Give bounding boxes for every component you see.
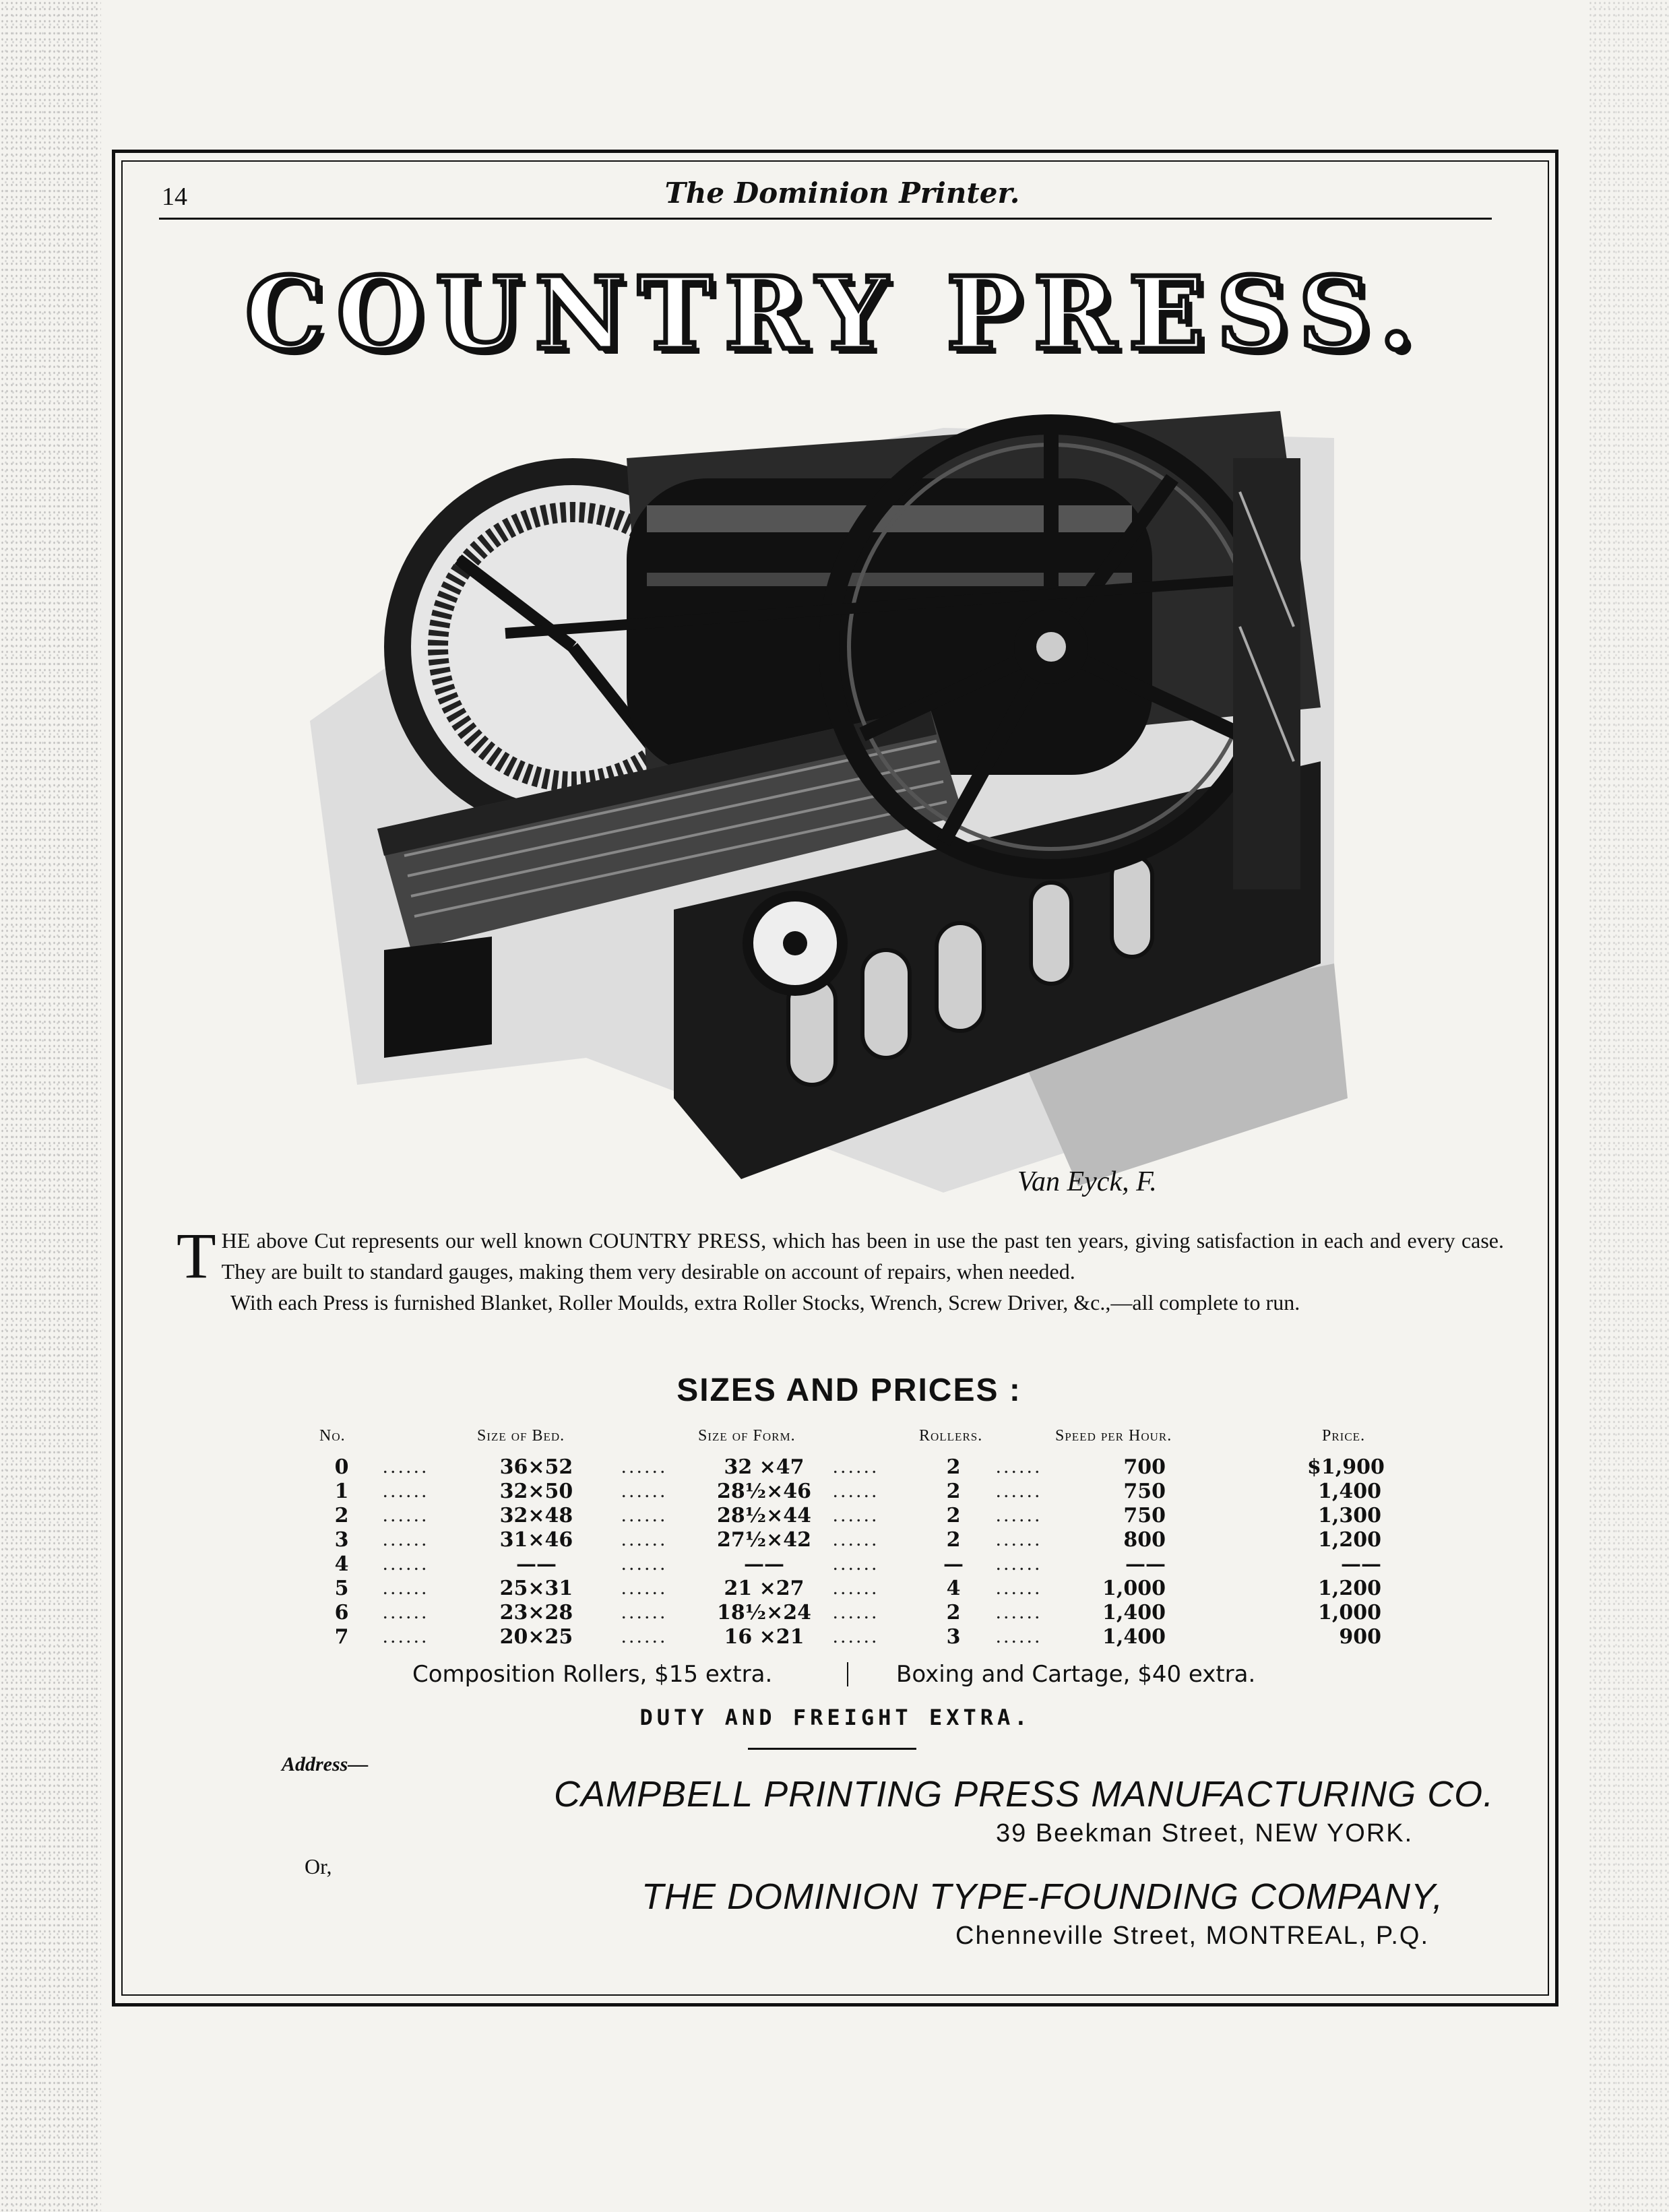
leader-dots: ...... bbox=[621, 1601, 668, 1623]
cell-bed: 20×25 bbox=[499, 1625, 573, 1649]
cell-form: 16 ×21 bbox=[724, 1625, 805, 1649]
cell-bed: 23×28 bbox=[499, 1601, 573, 1624]
description-text-1: HE above Cut represents our well known COUNTRY PRESS, which has been in use the past ten years, giving satisfaction in each and every case. They are built to standard gauges, making them very desirable on account of repairs, when needed. bbox=[221, 1228, 1504, 1284]
scan-speckle-left bbox=[0, 0, 101, 2212]
leader-dots: ...... bbox=[621, 1455, 668, 1478]
cell-no: 5 bbox=[334, 1577, 349, 1600]
drop-cap: T bbox=[177, 1220, 216, 1292]
cell-bed: 32×48 bbox=[499, 1504, 573, 1527]
col-header-no: No. bbox=[319, 1427, 346, 1445]
company-1-street: 39 Beekman Street, NEW YORK. bbox=[996, 1819, 1414, 1847]
cell-speed: 800 bbox=[1123, 1528, 1166, 1552]
cell-price: 1,000 bbox=[1318, 1601, 1381, 1624]
cell-rollers: 3 bbox=[946, 1625, 961, 1649]
table-row bbox=[0, 1552, 1669, 1577]
cell-price: 900 bbox=[1339, 1625, 1381, 1649]
company-2-street: Chenneville Street, MONTREAL, P.Q. bbox=[955, 1922, 1429, 1950]
leader-dots: ...... bbox=[383, 1625, 429, 1647]
cell-rollers: — bbox=[943, 1552, 964, 1576]
description bbox=[177, 1220, 1504, 1318]
cell-bed: 32×50 bbox=[499, 1480, 573, 1503]
leader-dots: ...... bbox=[621, 1625, 668, 1647]
cell-rollers: 2 bbox=[946, 1455, 961, 1479]
cell-form: 18½×24 bbox=[717, 1601, 811, 1624]
table-row bbox=[0, 1577, 1669, 1601]
cell-speed: 750 bbox=[1123, 1480, 1166, 1503]
scan-speckle-right bbox=[1588, 0, 1669, 2212]
col-header-form: Size of Form. bbox=[698, 1427, 796, 1445]
note-separator bbox=[847, 1662, 848, 1686]
leader-dots: ...... bbox=[833, 1625, 879, 1647]
leader-dots: ...... bbox=[383, 1455, 429, 1478]
cell-form: 27½×42 bbox=[717, 1528, 811, 1552]
cell-price: 1,300 bbox=[1318, 1504, 1381, 1527]
cell-no: 2 bbox=[334, 1504, 349, 1527]
duty-note: DUTY AND FREIGHT EXTRA. bbox=[639, 1705, 1032, 1730]
leader-dots: ...... bbox=[383, 1480, 429, 1502]
cell-price: 1,400 bbox=[1318, 1480, 1381, 1503]
cell-no: 0 bbox=[334, 1455, 349, 1479]
leader-dots: ...... bbox=[621, 1577, 668, 1599]
address-label: Address— bbox=[282, 1753, 369, 1775]
leader-dots: ...... bbox=[996, 1625, 1042, 1647]
duty-rule bbox=[748, 1748, 916, 1750]
leader-dots: ...... bbox=[833, 1455, 879, 1478]
or-label: Or, bbox=[305, 1854, 332, 1878]
leader-dots: ...... bbox=[383, 1552, 429, 1575]
leader-dots: ...... bbox=[621, 1552, 668, 1575]
leader-dots: ...... bbox=[833, 1552, 879, 1575]
leader-dots: ...... bbox=[996, 1577, 1042, 1599]
cell-rollers: 2 bbox=[946, 1480, 961, 1503]
leader-dots: ...... bbox=[996, 1552, 1042, 1575]
col-header-bed: Size of Bed. bbox=[477, 1427, 565, 1445]
company-1-name: CAMPBELL PRINTING PRESS MANUFACTURING CO. bbox=[554, 1774, 1494, 1814]
table-row bbox=[0, 1528, 1669, 1552]
col-header-speed: Speed per Hour. bbox=[1055, 1427, 1172, 1445]
col-header-price: Price. bbox=[1322, 1427, 1366, 1445]
cell-form: 32 ×47 bbox=[724, 1455, 805, 1479]
cell-form: 28½×44 bbox=[717, 1504, 811, 1527]
running-head: The Dominion Printer. bbox=[664, 177, 1020, 210]
cell-no: 3 bbox=[334, 1528, 349, 1552]
cell-rollers: 2 bbox=[946, 1601, 961, 1624]
cell-rollers: 2 bbox=[946, 1504, 961, 1527]
cell-bed: —— bbox=[516, 1552, 557, 1576]
leader-dots: ...... bbox=[383, 1504, 429, 1526]
cell-speed: 700 bbox=[1123, 1455, 1166, 1479]
leader-dots: ...... bbox=[383, 1577, 429, 1599]
description-paragraph-2: With each Press is furnished Blanket, Roller Moulds, extra Roller Stocks, Wrench, Screw Driver, &c.,—all complete to run. bbox=[230, 1290, 1300, 1315]
cell-speed: 1,000 bbox=[1102, 1577, 1166, 1600]
leader-dots: ...... bbox=[996, 1528, 1042, 1550]
cell-speed: 750 bbox=[1123, 1504, 1166, 1527]
cell-no: 7 bbox=[334, 1625, 349, 1649]
cell-price: 1,200 bbox=[1318, 1528, 1381, 1552]
leader-dots: ...... bbox=[833, 1577, 879, 1599]
leader-dots: ...... bbox=[833, 1601, 879, 1623]
cell-price: 1,200 bbox=[1318, 1577, 1381, 1600]
cell-rollers: 4 bbox=[946, 1577, 961, 1600]
cell-price: —— bbox=[1341, 1552, 1381, 1576]
leader-dots: ...... bbox=[383, 1601, 429, 1623]
cell-bed: 25×31 bbox=[499, 1577, 573, 1600]
boxing-note: Boxing and Cartage, $40 extra. bbox=[896, 1661, 1256, 1688]
page-title: COUNTRY PRESS. bbox=[245, 255, 1426, 372]
leader-dots: ...... bbox=[833, 1480, 879, 1502]
leader-dots: ...... bbox=[996, 1480, 1042, 1502]
cell-no: 4 bbox=[334, 1552, 349, 1576]
cell-form: 21 ×27 bbox=[724, 1577, 805, 1600]
cell-form: 28½×46 bbox=[717, 1480, 811, 1503]
leader-dots: ...... bbox=[996, 1601, 1042, 1623]
leader-dots: ...... bbox=[621, 1528, 668, 1550]
leader-dots: ...... bbox=[996, 1455, 1042, 1478]
table-row bbox=[0, 1625, 1669, 1649]
table-row bbox=[0, 1455, 1669, 1480]
press-illustration bbox=[270, 357, 1415, 1206]
leader-dots: ...... bbox=[996, 1504, 1042, 1526]
leader-dots: ...... bbox=[621, 1504, 668, 1526]
table-row bbox=[0, 1504, 1669, 1528]
engraver-signature: Van Eyck, F. bbox=[1017, 1166, 1157, 1197]
cell-rollers: 2 bbox=[946, 1528, 961, 1552]
sizes-heading: SIZES AND PRICES : bbox=[676, 1372, 1021, 1408]
rollers-note: Composition Rollers, $15 extra. bbox=[412, 1661, 773, 1688]
cell-bed: 31×46 bbox=[499, 1528, 573, 1552]
cell-bed: 36×52 bbox=[499, 1455, 573, 1479]
cell-form: —— bbox=[744, 1552, 784, 1576]
cell-speed: 1,400 bbox=[1102, 1601, 1166, 1624]
leader-dots: ...... bbox=[833, 1504, 879, 1526]
cell-price: $1,900 bbox=[1307, 1455, 1385, 1479]
leader-dots: ...... bbox=[621, 1480, 668, 1502]
page-number: 14 bbox=[162, 183, 187, 211]
company-2-name: THE DOMINION TYPE-FOUNDING COMPANY, bbox=[641, 1876, 1444, 1917]
cell-speed: —— bbox=[1125, 1552, 1166, 1576]
leader-dots: ...... bbox=[833, 1528, 879, 1550]
header-rule bbox=[159, 218, 1492, 220]
leader-dots: ...... bbox=[383, 1528, 429, 1550]
cell-no: 6 bbox=[334, 1601, 349, 1624]
table-row bbox=[0, 1601, 1669, 1625]
cell-speed: 1,400 bbox=[1102, 1625, 1166, 1649]
col-header-rollers: Rollers. bbox=[919, 1427, 983, 1445]
description-paragraph-1 bbox=[177, 1220, 1504, 1292]
table-row bbox=[0, 1480, 1669, 1504]
cell-no: 1 bbox=[334, 1480, 349, 1503]
